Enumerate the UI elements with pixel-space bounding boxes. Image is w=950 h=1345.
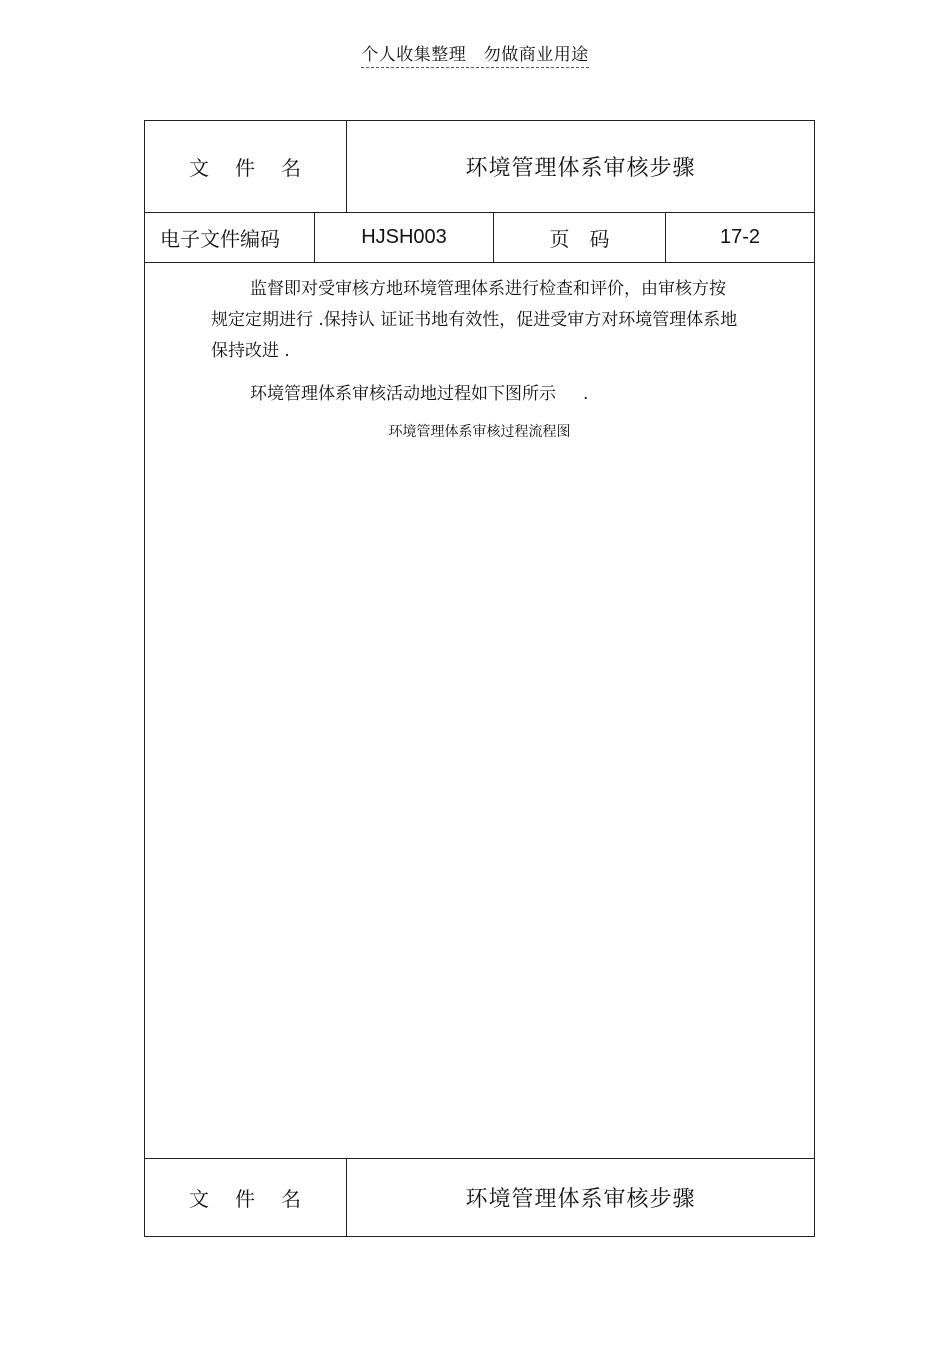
page-label-cell [494,213,665,262]
figure-caption: 环境管理体系审核过程流程图 [388,424,571,440]
border-right [814,120,815,1237]
footer-file-name-label: 文件名 [189,1187,327,1211]
file-name-label-cell [144,120,346,212]
code-label: 电子文件编码 [160,227,280,251]
paragraph-2: 环境管理体系审核活动地过程如下图所示 . [250,384,589,404]
code-value-cell [315,213,493,262]
row-divider-2 [144,262,815,263]
page-value: 17-2 [719,226,761,248]
footer-file-name-value: 环境管理体系审核步骤 [465,1187,696,1212]
code-label-cell [144,213,317,262]
footer-file-name-label-cell [144,1159,346,1236]
document-form [144,120,815,1237]
paragraph-1-line-3: 保持改进 . [211,341,290,361]
file-name-value: 环境管理体系审核步骤 [465,155,696,181]
border-bottom [144,1236,815,1237]
file-name-value-cell [347,120,814,212]
footer-file-name-value-cell [347,1159,814,1236]
page-label: 页码 [549,227,630,251]
paragraph-1-line-1: 监督即对受审核方地环境管理体系进行检查和评价，由审核方按 [250,279,726,299]
page-value-cell [666,213,814,262]
file-name-label: 文件名 [189,155,327,180]
code-value: HJSH003 [361,226,447,248]
watermark-text: 个人收集整理 勿做商业用途 [361,45,589,68]
watermark-note [0,40,950,65]
border-left [144,120,145,1237]
paragraph-1-line-2: 规定定期进行 .保持认 证证书地有效性，促进受审方对环境管理体系地 [211,310,738,330]
